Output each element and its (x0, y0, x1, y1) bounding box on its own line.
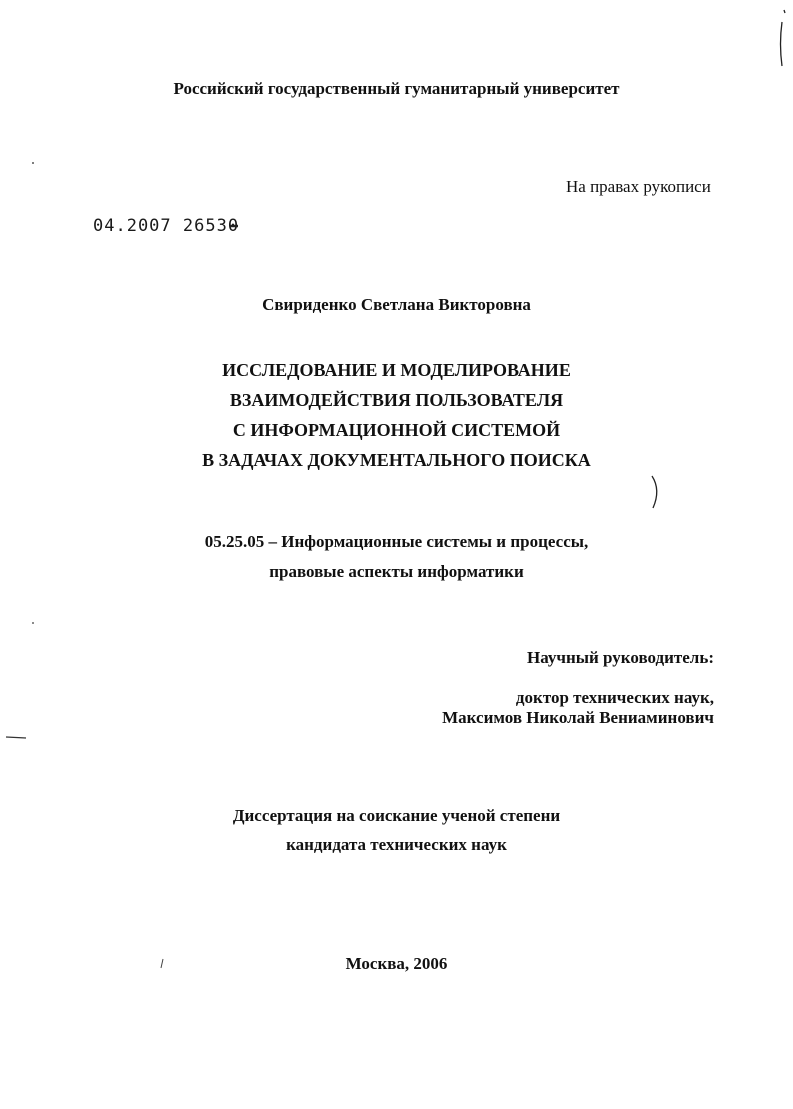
scan-dot (30, 160, 36, 166)
specialty-line-1: 05.25.05 – Информационные системы и процессы, (204, 532, 589, 551)
margin-bracket-mark (648, 474, 664, 510)
supervisor-degree: доктор технических наук, (515, 688, 714, 707)
title-line: С ИНФОРМАЦИОННОЙ СИСТЕМОЙ (232, 420, 561, 440)
dissertation-title (0, 355, 793, 475)
scan-dot (30, 620, 36, 626)
supervisor-name: Максимов Николай Вениаминович (442, 708, 714, 727)
specialty-line-2: правовые аспекты информатики (269, 562, 524, 581)
scan-tick (158, 958, 166, 970)
margin-dash-mark (4, 733, 28, 741)
manuscript-note: На правах рукописи (566, 177, 711, 196)
dissertation-line-1: Диссертация на соискание ученой степени (232, 806, 561, 825)
title-line: В ЗАДАЧАХ ДОКУМЕНТАЛЬНОГО ПОИСКА (202, 450, 591, 470)
stamp-dash-mark (228, 222, 242, 230)
place-year: Москва, 2006 (345, 954, 448, 973)
supervisor-heading: Научный руководитель: (527, 648, 714, 667)
archive-stamp: 04.2007 26530 (93, 216, 240, 236)
title-line: ИССЛЕДОВАНИЕ И МОДЕЛИРОВАНИЕ (222, 360, 571, 380)
university-name: Российский государственный гуманитарный университет (173, 79, 620, 98)
dissertation-line-2: кандидата технических наук (286, 835, 507, 854)
title-line: ВЗАИМОДЕЙСТВИЯ ПОЛЬЗОВАТЕЛЯ (229, 390, 564, 410)
pencil-bracket-mark (770, 8, 792, 70)
author-name: Свириденко Светлана Викторовна (262, 295, 531, 314)
